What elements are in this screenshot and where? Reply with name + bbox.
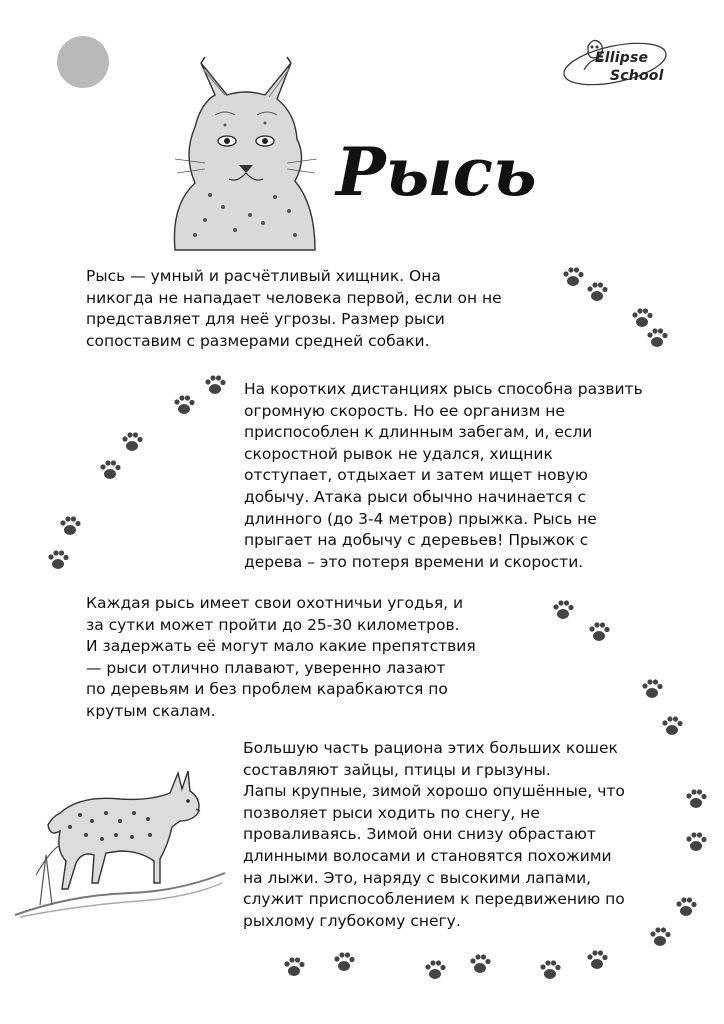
logo-text-ellipse: Ellipse: [595, 50, 649, 66]
lynx-portrait-illustration: [165, 55, 325, 255]
text-line: по деревьям и без проблем карабкаются по: [86, 680, 448, 699]
text-line: длинного (до 3-4 метров) прыжка. Рысь не: [244, 509, 597, 528]
paw-print-icon: [674, 895, 698, 919]
paw-print-icon: [423, 958, 447, 982]
logo-text-school: School: [610, 68, 664, 84]
paw-print-icon: [561, 265, 585, 289]
text-line: На коротких дистанциях рысь способна развить: [244, 380, 643, 398]
paw-print-icon: [684, 787, 708, 811]
text-line: на лыжи. Это, наряду с высокими лапами,: [243, 868, 592, 887]
text-line: длинными волосами и становятся похожими: [243, 846, 612, 865]
text-line: добычу. Атака рыси обычно начинается с: [244, 487, 587, 506]
text-line: скоростной рывок не удался, хищник: [244, 444, 553, 463]
text-line: приспособлен к длинным забегам, и, если: [244, 423, 593, 442]
paw-print-icon: [684, 830, 708, 854]
paw-print-icon: [587, 620, 611, 644]
paw-print-icon: [585, 948, 609, 972]
text-line: Рысь — умный и расчётливый хищник. Она: [86, 267, 441, 285]
text-line: прыгает на добычу с деревьев! Прыжок с: [244, 531, 589, 550]
paw-print-icon: [172, 393, 196, 417]
text-line: — рыси отлично плавают, уверенно лазают: [86, 658, 446, 677]
paw-print-icon: [120, 430, 144, 454]
paragraph-diet-paws: [243, 738, 625, 932]
text-line: Большую часть рациона этих больших кошек: [243, 739, 618, 757]
text-line: никогда не нападает человека первой, если он не: [86, 288, 502, 307]
paw-print-icon: [538, 958, 562, 982]
decorative-gray-circle: [57, 36, 109, 88]
text-line: И задержать её могут мало какие препятствия: [86, 637, 476, 656]
text-line: представляет для неё угрозы. Размер рыси: [86, 310, 445, 329]
paw-print-icon: [640, 677, 664, 701]
paw-print-icon: [585, 280, 609, 304]
paw-print-icon: [203, 373, 227, 397]
paragraph-intro: [86, 266, 502, 352]
page-title: Рысь: [336, 133, 537, 211]
paw-print-icon: [645, 326, 669, 350]
text-line: дерева – это потеря времени и скорости.: [244, 552, 584, 571]
paw-print-icon: [551, 598, 575, 622]
paw-print-icon: [58, 514, 82, 538]
text-line: отступает, отдыхает и затем ищет новую: [244, 466, 588, 485]
text-line: составляют зайцы, птицы и грызуны.: [243, 760, 551, 779]
ellipse-school-logo[interactable]: [560, 30, 680, 96]
paw-print-icon: [648, 925, 672, 949]
text-line: крутым скалам.: [86, 701, 216, 720]
paw-print-icon: [98, 458, 122, 482]
paw-print-icon: [332, 950, 356, 974]
text-line: проваливаясь. Зимой они снизу обрастают: [243, 825, 596, 844]
paw-print-icon: [468, 952, 492, 976]
text-line: Каждая рысь имеет свои охотничьи угодья, и: [86, 594, 464, 612]
paw-print-icon: [660, 714, 684, 738]
paragraph-speed: [244, 379, 643, 573]
text-line: сопоставим с размерами средней собаки.: [86, 331, 430, 350]
paw-print-icon: [282, 955, 306, 979]
text-line: рыхлому глубокому снегу.: [243, 911, 461, 930]
text-line: позволяет рыси ходить по снегу, не: [243, 803, 540, 822]
paragraph-territory: [86, 593, 476, 723]
text-line: за сутки может пройти до 25-30 километров.: [86, 615, 460, 634]
text-line: Лапы крупные, зимой хорошо опушённые, что: [243, 782, 625, 801]
walking-lynx-illustration: [10, 755, 230, 925]
text-line: служит приспособлением к передвижению по: [243, 890, 625, 909]
text-line: огромную скорость. Но ее организм не: [244, 401, 565, 420]
paw-print-icon: [46, 548, 70, 572]
